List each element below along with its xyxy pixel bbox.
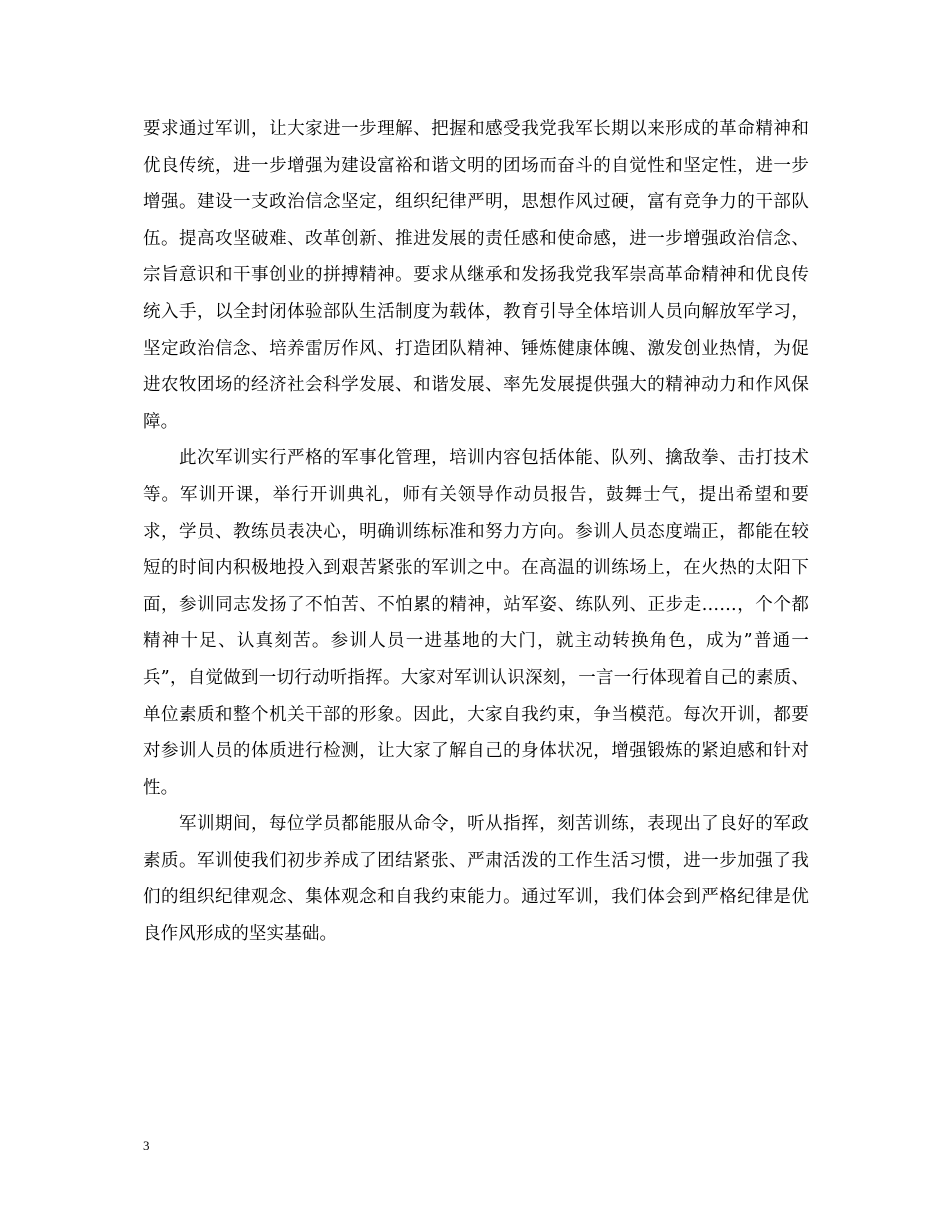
- paragraph-2: 此次军训实行严格的军事化管理，培训内容包括体能、队列、擒敌拳、击打技术等。军训开课，举行开训典礼，师有关领导作动员报告，鼓舞士气，提出希望和要求，学员、教练员表决心，明确训练标准和努力方向。参训人员态度端正，都能在较短的时间内积极地投入到艰苦紧张的军训之中。在高温的训练场上，在火热的太阳下面，参训同志发扬了不怕苦、不怕累的精神，站军姿、练队列、正步走……，个个都精神十足、认真刻苦。参训人员一进基地的大门，就主动转换角色，成为”普通一兵”，自觉做到一切行动听指挥。大家对军训认识深刻，一言一行体现着自己的素质、单位素质和整个机关干部的形象。因此，大家自我约束，争当模范。每次开训，都要对参训人员的体质进行检测，让大家了解自己的身体状况，增强锻炼的紧迫感和针对性。: [143, 448, 809, 798]
- paragraph-3: 军训期间，每位学员都能服从命令，听从指挥，刻苦训练，表现出了良好的军政素质。军训使我们初步养成了团结紧张、严肃活泼的工作生活习惯，进一步加强了我们的组织纪律观念、集体观念和自我约束能力。通过军训，我们体会到严格纪律是优良作风形成的坚实基础。: [143, 814, 809, 945]
- document-body: [143, 111, 809, 953]
- page-number: 3: [143, 1138, 150, 1153]
- paragraph-1: 要求通过军训，让大家进一步理解、把握和感受我党我军长期以来形成的革命精神和优良传统，进一步增强为建设富裕和谐文明的团场而奋斗的自觉性和坚定性，进一步增强。建设一支政治信念坚定，组织纪律严明，思想作风过硬，富有竞争力的干部队伍。提高攻坚破难、改革创新、推进发展的责任感和使命感，进一步增强政治信念、宗旨意识和干事创业的拼搏精神。要求从继承和发扬我党我军崇高革命精神和优良传统入手，以全封闭体验部队生活制度为载体，教育引导全体培训人员向解放军学习，坚定政治信念、培养雷厉作风、打造团队精神、锤炼健康体魄、激发创业热情，为促进农牧团场的经济社会科学发展、和谐发展、率先发展提供强大的精神动力和作风保障。: [143, 119, 809, 432]
